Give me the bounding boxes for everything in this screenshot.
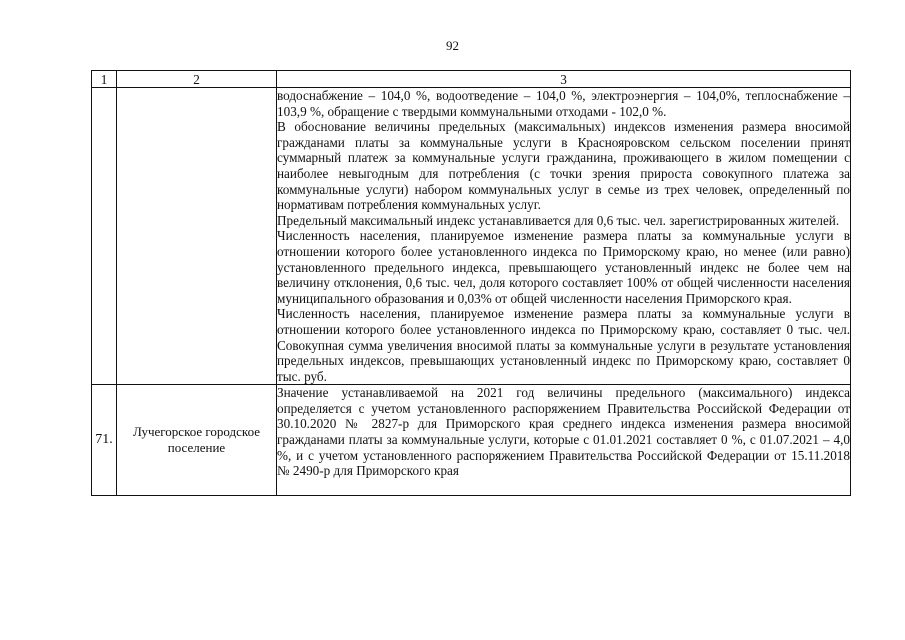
description-paragraph: Численность населения, планируемое изменение размера платы за коммунальные услуги в отношении которого более установленного индекса по Приморскому краю, но менее (или равно) установленного предельного индекса, превышающего установленный индекс не более чем на величину отклонения, 0,6 тыс. чел, доля которого составляет 100% от общей численности населения муниципального образования и 0,03% от общей численности населения Приморского края. [277,228,850,306]
description-cell [277,88,851,385]
row-number-cell [92,88,117,385]
column-header-2: 2 [117,71,277,88]
description-paragraph: Значение устанавливаемой на 2021 год величины предельного (максимального) индекса определяется с учетом установленного распоряжением Правительства Российской Федерации от 30.10.2020 № 2827-р для Приморского края среднего индекса изменения размера вносимой гражданами платы за коммунальные услуги, которые с 01.01.2021 составляет 0 %, с 01.07.2021 – 4,0 %, и с учетом установленного распоряжением Правительства Российской Федерации от 15.11.2018 № 2490-р для Приморского края [277,385,850,479]
description-cell [277,385,851,496]
tariff-table [91,70,851,496]
description-paragraph: В обоснование величины предельных (максимальных) индексов изменения размера вносимой гражданами платы за коммунальные услуги в Краснояровском сельском поселении принят суммарный платеж за коммунальные услуги гражданина, проживающего в жилом помещении с наиболее невыгодным для потребления (с точки зрения прироста совокупного платежа за коммунальные услуги) набором коммунальных услуг в семье из трех человек, определенный по нормативам потребления коммунальных услуг. [277,119,850,213]
description-paragraph: водоснабжение – 104,0 %, водоотведение – 104,0 %, электроэнергия – 104,0%, теплоснабжение – 103,9 %, обращение с твердыми коммунальными отходами - 102,0 %. [277,88,850,119]
table-row [92,88,851,385]
settlement-name-cell [117,88,277,385]
description-paragraph: Численность населения, планируемое изменение размера платы за коммунальные услуги в отношении которого более установленного индекса по Приморскому краю, составляет 0 тыс. чел. Совокупная сумма увеличения вносимой платы за коммунальные услуги в результате установления предельных индексов, превышающих установленный индекс по Приморскому краю, составляет 0 тыс. руб. [277,306,850,384]
column-header-1: 1 [92,71,117,88]
column-header-3: 3 [277,71,851,88]
description-paragraph: Предельный максимальный индекс устанавливается для 0,6 тыс. чел. зарегистрированных жителей. [277,212,840,228]
row-number-cell: 71. [92,385,117,496]
settlement-name-cell: Лучегорское городское поселение [117,385,277,496]
table-header-row [92,71,851,88]
table-row [92,385,851,496]
page-number: 92 [446,38,459,53]
